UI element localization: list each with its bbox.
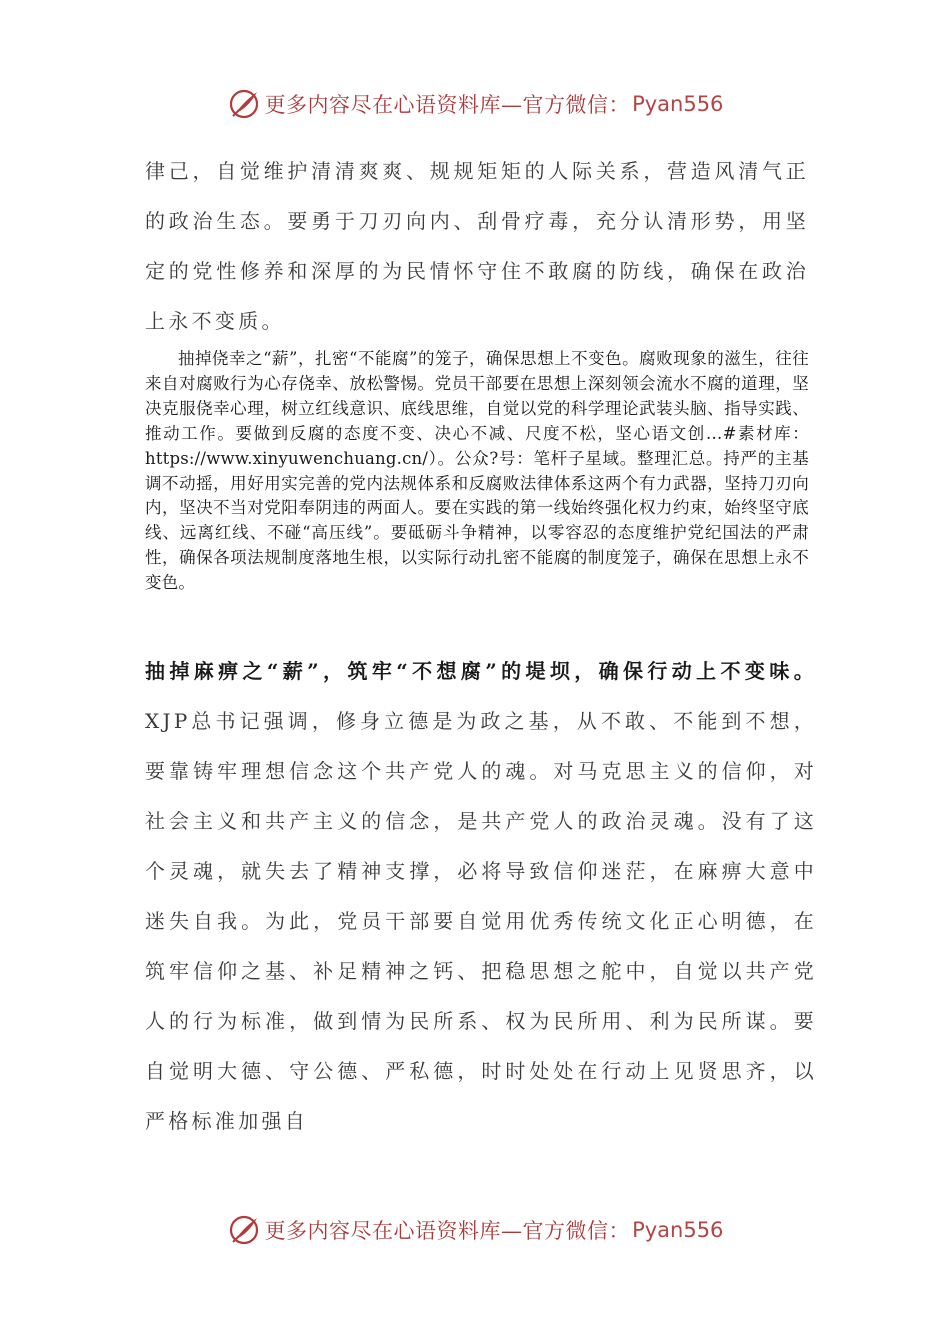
paragraph-3 [145,646,817,1146]
paragraph-3-body: XJP总书记强调，修身立德是为政之基，从不敢、不能到不想，要靠铸牢理想信念这个共产党人的魂。对马克思主义的信仰，对社会主义和共产主义的信念，是共产党人的政治灵魂。没有了这个灵魂，就失去了精神支撑，必将导致信仰迷茫，在麻痹大意中迷失自我。为此，党员干部要自觉用优秀传统文化正心明德，在筑牢信仰之基、补足精神之钙、把稳思想之舵中，自觉以共产党人的行为标准，做到情为民所系、权为民所用、利为民所谋。要自觉明大德、守公德、严私德，时时处处在行动上见贤思齐，以严格标准加强自 [145,709,817,1133]
banner-text: 更多内容尽在心语资料库—官方微信： [264,93,631,117]
quill-logo-icon [227,1213,261,1247]
banner-handle: Pyan556 [632,92,724,116]
banner-handle: Pyan556 [632,1218,724,1242]
paragraph-2: 抽掉侥幸之“薪”，扎密“不能腐”的笼子，确保思想上不变色。腐败现象的滋生，往往来自对腐败行为心存侥幸、放松警惕。党员干部要在思想上深刻领会流水不腐的道理，坚决克服侥幸心理，树立红线意识、底线思维，自觉以党的科学理论武装头脑、指导实践、推动工作。要做到反腐的态度不变、决心不减、尺度不松，坚心语文创…#素材库：https://www.xinyuwenchuang.cn/）。公众?号：笔杆子星域。整理汇总。持严的主基调不动摇，用好用实完善的党内法规体系和反腐败法律体系这两个有力武器，坚持刀刃向内，坚决不当对党阳奉阴违的两面人。要在实践的第一线始终强化权力约束，始终坚守底线、远离红线、不碰“高压线”。要砥砺斗争精神，以零容忍的态度维护党纪国法的严肃性，确保各项法规制度落地生根，以实际行动扎密不能腐的制度笼子，确保在思想上永不变色。 [145,349,809,593]
paragraph-3-lead: 抽掉麻痹之“薪”，筑牢“不想腐”的堤坝，确保行动上不变味。 [145,659,817,683]
header-banner [0,84,950,124]
paragraph-1: 律己，自觉维护清清爽爽、规规矩矩的人际关系，营造风清气正的政治生态。要勇于刀刃向内、刮骨疗毒，充分认清形势，用坚定的党性修养和深厚的为民情怀守住不敢腐的防线，确保在政治上永不变质。 [145,159,809,333]
quill-logo-icon [227,87,261,121]
banner-text: 更多内容尽在心语资料库—官方微信： [264,1219,631,1243]
footer-banner [0,1210,950,1250]
